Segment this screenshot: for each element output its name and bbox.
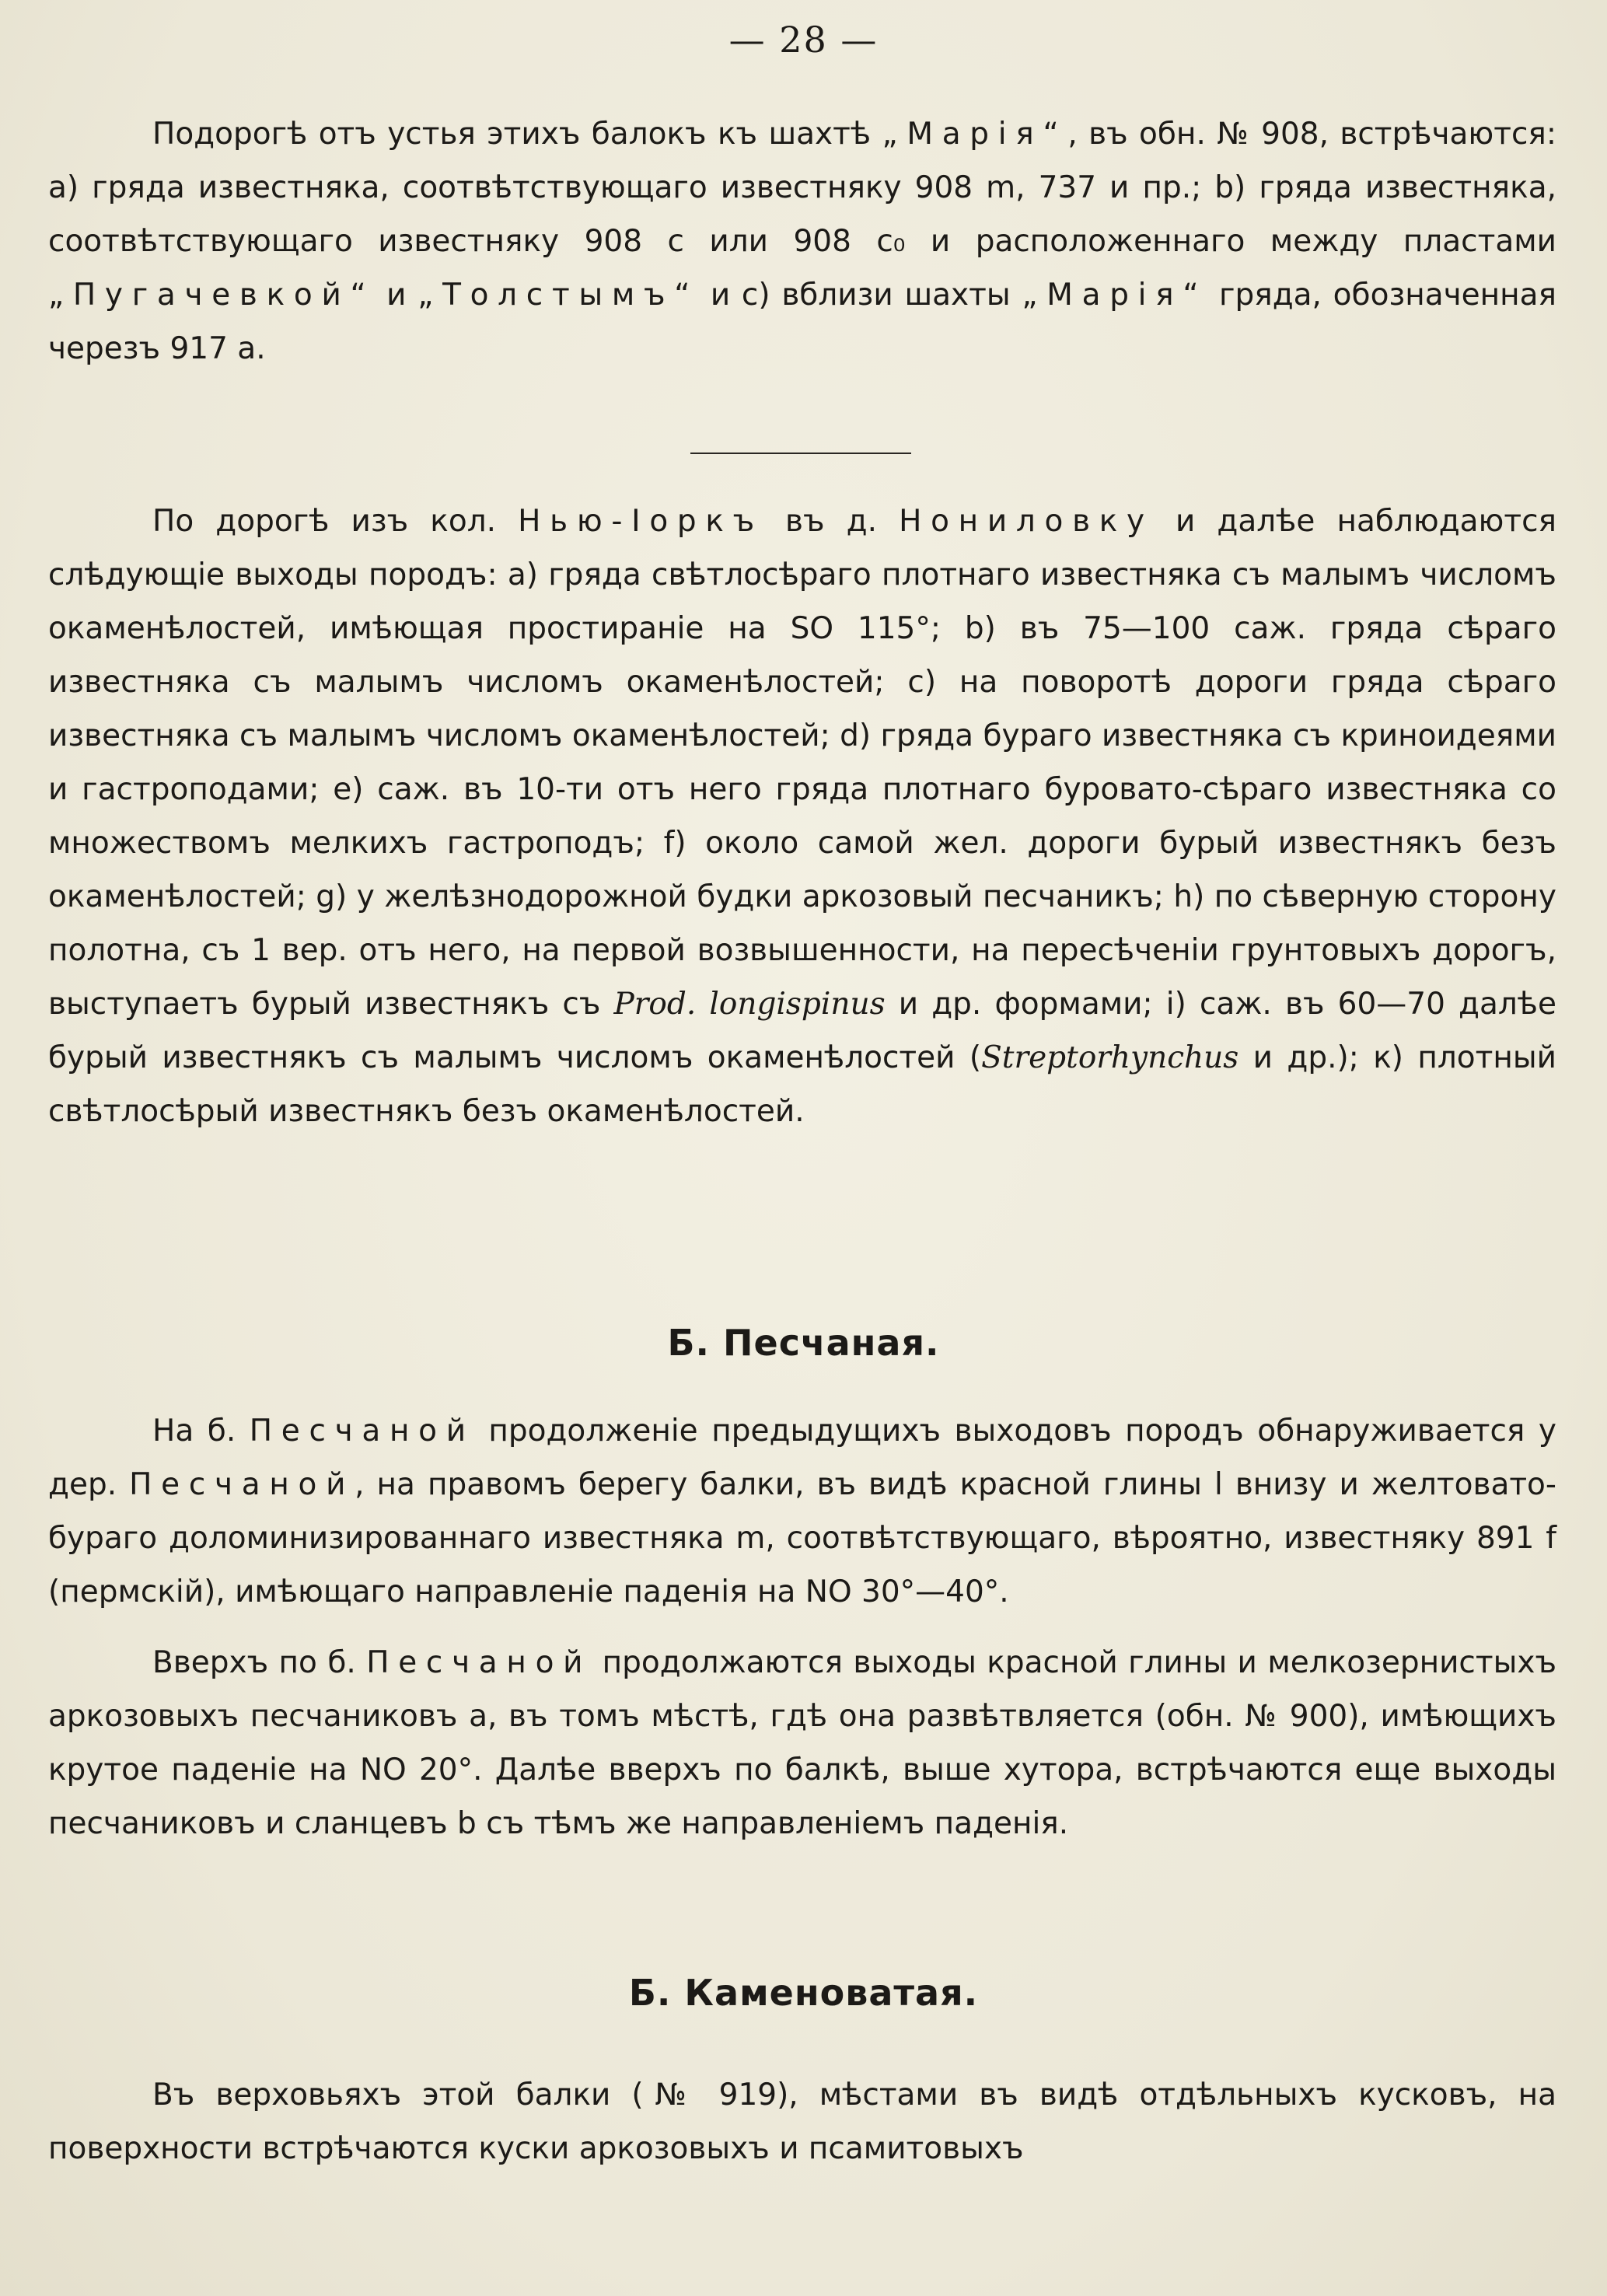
text: гряда, обозначенная черезъ 917 a. (48, 278, 1556, 366)
spaced-name: „Марія“ (1022, 278, 1208, 313)
text: и далѣе наблюдаются слѣдующіе выходы породъ: a) гряда свѣтлосѣраго плотнаго известняка съ малымъ числомъ окаменѣлостей, имѣющая простираніе на SO 115°; b) въ 75—100 саж. гряда сѣраго известняка съ малымъ числомъ окаменѣлостей; c) на поворотѣ дороги гряда сѣраго известняка съ малымъ числомъ окаменѣлостей; d) гряда бураго известняка съ криноидеями и гастроподами; e) саж. въ 10-ти отъ него гряда плотнаго буровато-сѣраго известняка со множествомъ мелкихъ гастроподъ; f) около самой жел. дороги бурый известнякъ безъ окаменѣлостей; g) у желѣзнодорожной будки аркозовый песчаникъ; h) по сѣверную сторону полотна, съ 1 вер. отъ него, на первой возвышенности, на пересѣченіи грунтовыхъ дорогъ, выступаетъ бурый известнякъ съ (48, 504, 1557, 1022)
text: По дорогѣ изъ кол. (152, 504, 519, 539)
section-heading-peschanaya: Б. Песчаная. (667, 1322, 940, 1364)
page-number: — 28 — (728, 19, 879, 61)
spaced-name: „Толстымъ“ (417, 278, 700, 313)
text: въ д. (763, 504, 900, 539)
text: , на правомъ берегу балки, въ видѣ красной глины l внизу и желтовато-бураго доломинизированнаго известняка m, соотвѣтствующаго, вѣроятно, известняку 891 f (пермскій), имѣющаго направленіе паденія на NO 30°—40°. (48, 1467, 1556, 1609)
spaced-name: Песчаной (366, 1645, 592, 1680)
spaced-name: „Марія“ (882, 117, 1068, 152)
text: и (375, 278, 418, 313)
spaced-name: Нью-Іоркъ (518, 504, 763, 539)
paragraph-peschanaya-upstream (48, 1636, 1556, 1850)
italic-taxon: Prod. longispinus (613, 987, 886, 1022)
paragraph-peschanaya-outcrops (48, 1404, 1556, 1619)
text-column (48, 1404, 1556, 1850)
spaced-name: Нониловку (899, 504, 1154, 539)
italic-taxon: Streptorhynchus (981, 1040, 1239, 1075)
paragraph-new-york-route (48, 494, 1556, 1138)
spaced-name: „Пугачевкой“ (48, 278, 376, 313)
text-column (48, 494, 1556, 1138)
text: и др.); к) плотный свѣтлосѣрый известнякъ безъ окаменѣлостей. (48, 1040, 1556, 1129)
spaced-name: Песчаной (129, 1467, 355, 1502)
text: Подорогѣ отъ устья этихъ балокъ къ шахтѣ (152, 117, 882, 152)
section-heading-kamenovataya: Б. Каменоватая. (628, 1972, 979, 2014)
text: и c) вблизи шахты (699, 278, 1022, 313)
text: продолженіе предыдущихъ выходовъ породъ обнаруживается у дер. (48, 1414, 1556, 1502)
text: , въ обн. № 908, встрѣчаются: а) гряда известняка, соотвѣтствующаго известняку 908 m, 737 и пр.; b) гряда известняка, соотвѣтствующаго известняку 908 c или 908 c₀ и расположеннаго между пластами (48, 117, 1557, 259)
paragraph-route-to-maria-mine (48, 107, 1556, 376)
spaced-name: Песчаной (249, 1414, 475, 1449)
text-column (48, 2068, 1556, 2175)
section-divider (690, 453, 911, 454)
text: продолжаются выходы красной глины и мелкозернистыхъ аркозовыхъ песчаниковъ a, въ томъ мѣстѣ, гдѣ она развѣтвляется (обн. № 900), имѣющихъ крутое паденіе на NO 20°. Далѣе вверхъ по балкѣ, выше хутора, встрѣчаются еще выходы песчаниковъ и сланцевъ b съ тѣмъ же направленіемъ паденія. (48, 1645, 1557, 1841)
text: и др. формами; i) саж. въ 60—70 далѣе бурый известнякъ съ малымъ числомъ окаменѣлостей ( (48, 987, 1556, 1075)
text: Въ верховьяхъ этой балки (№ 919), мѣстами въ видѣ отдѣльныхъ кусковъ, на поверхности встрѣчаются куски аркозовыхъ и псамитовыхъ (48, 2078, 1556, 2166)
text: На б. (152, 1414, 250, 1449)
text: Вверхъ по б. (152, 1645, 367, 1680)
paragraph-kamenovataya (48, 2068, 1556, 2175)
